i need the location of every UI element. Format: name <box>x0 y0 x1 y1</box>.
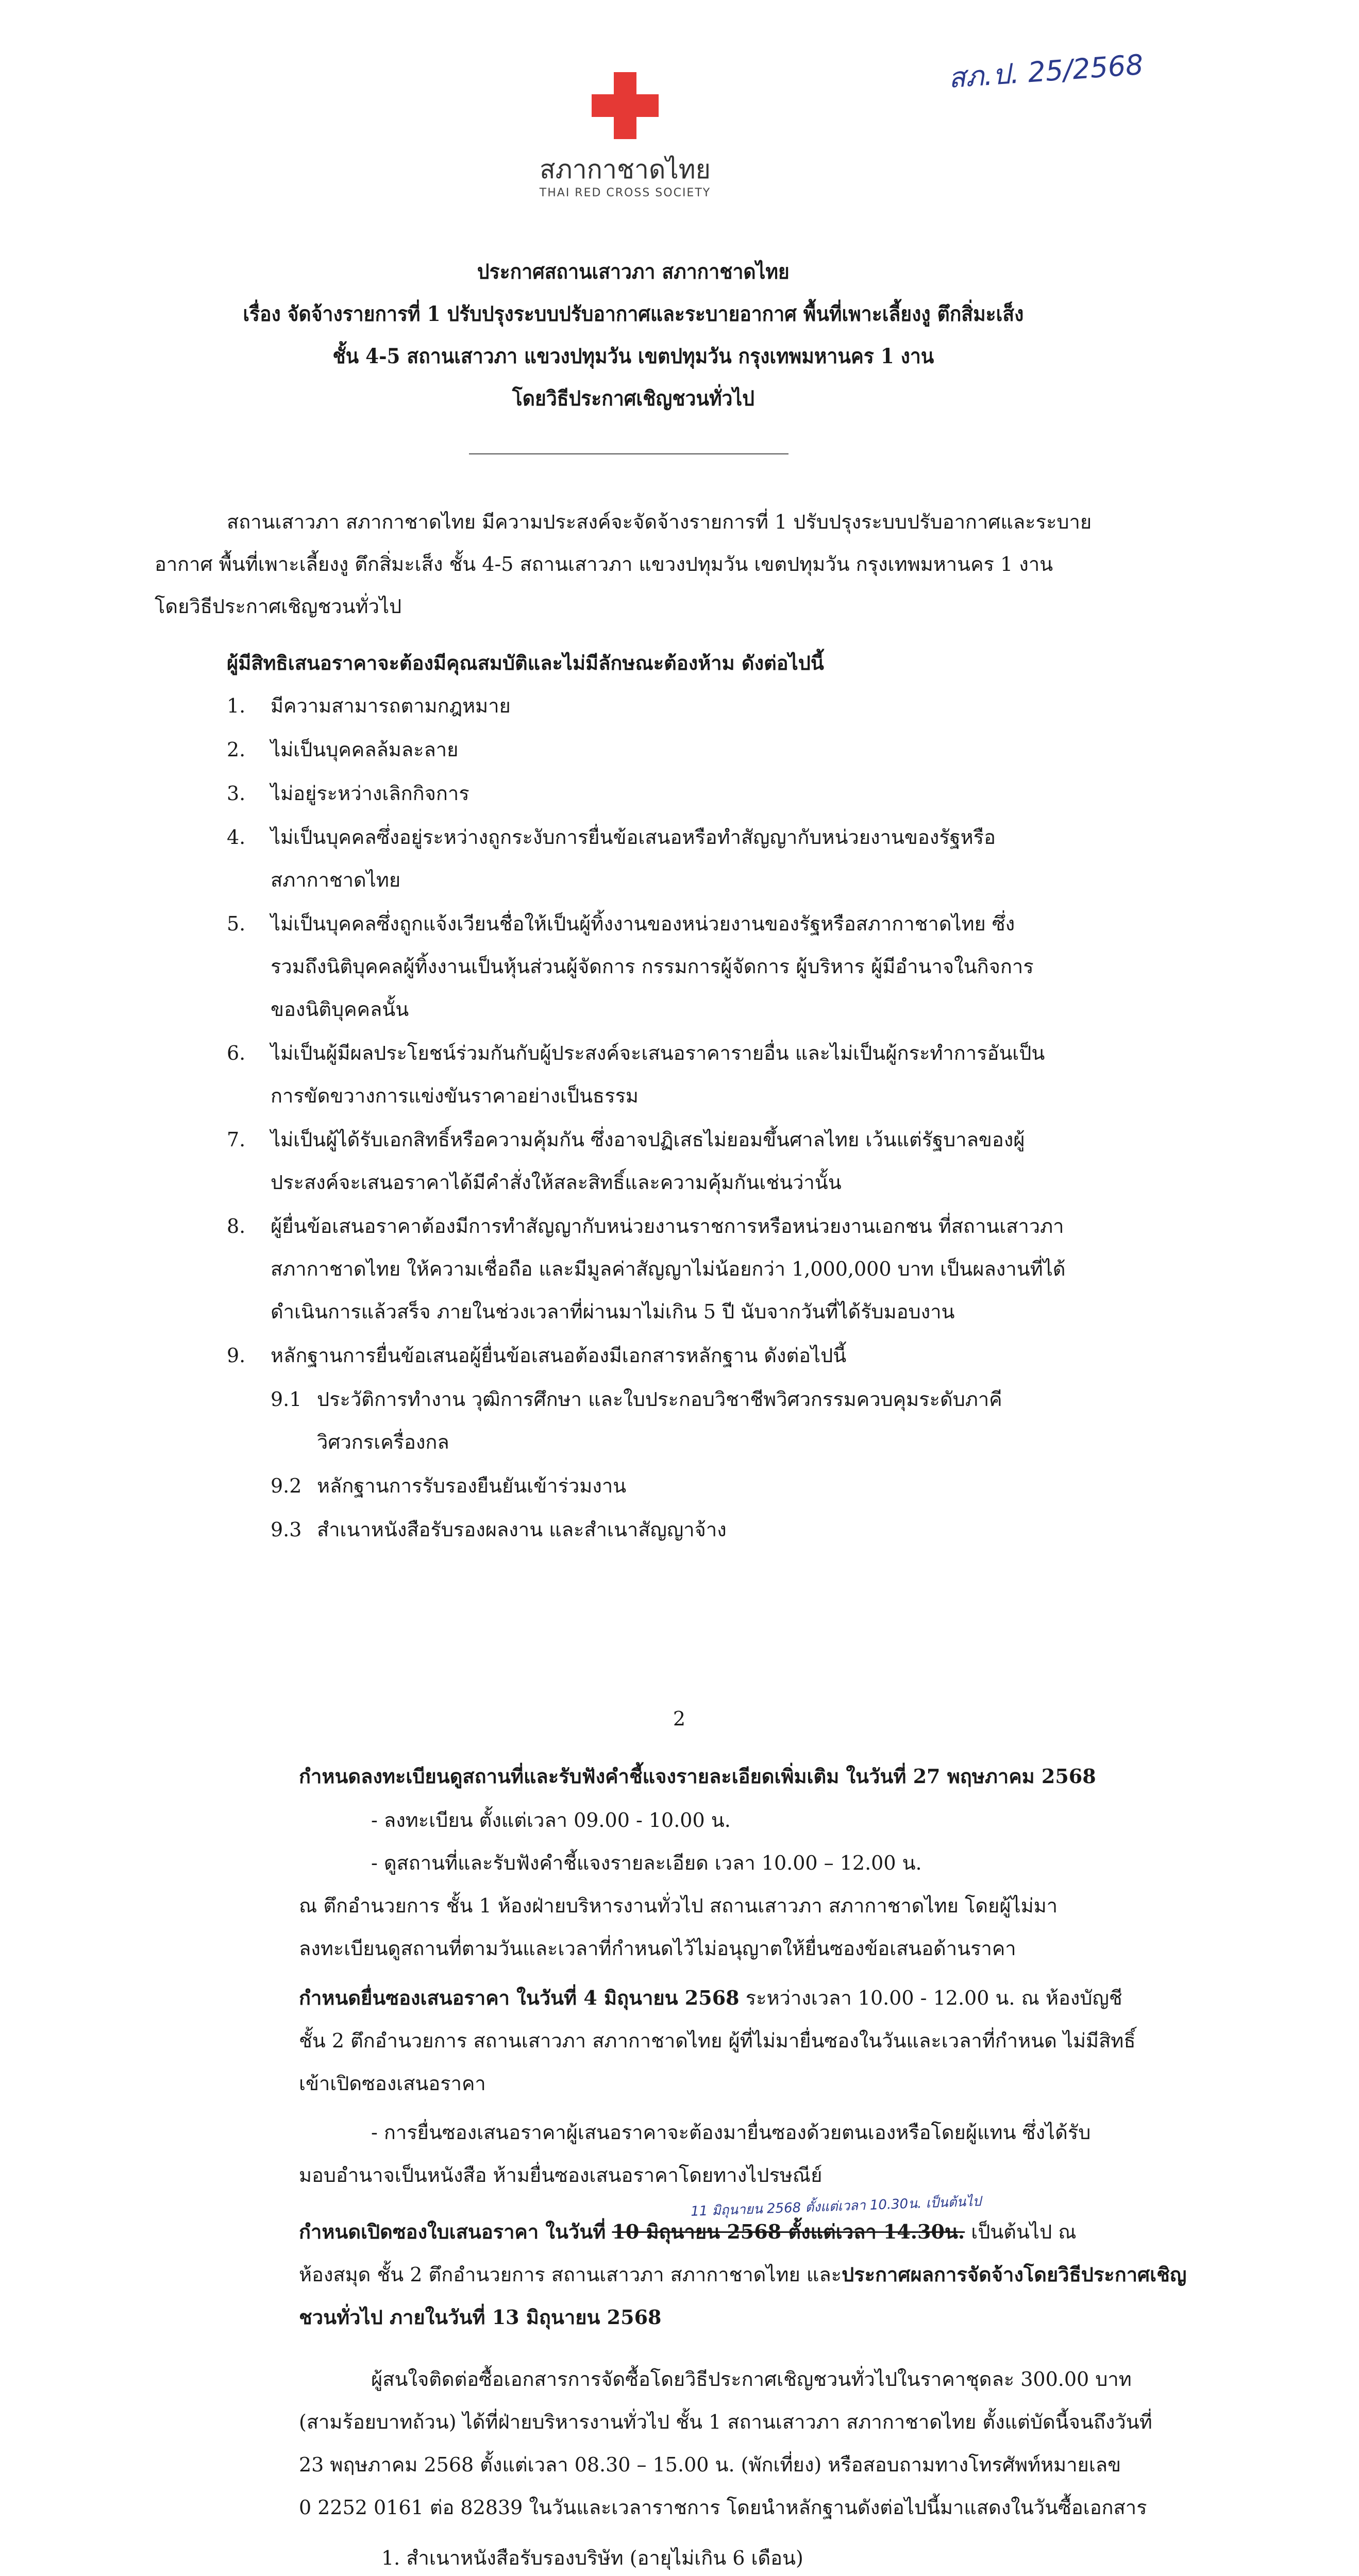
header-line-1: ประกาศสถานเสาวภา สภากาชาดไทย <box>477 260 790 284</box>
qualifications-title: ผู้มีสิทธิเสนอราคาจะต้องมีคุณสมบัติและไม่มีลักษณะต้องห้าม ดังต่อไปนี้ <box>227 651 824 674</box>
qualification-text: สภากาชาดไทย <box>271 869 401 891</box>
qualification-number: 7. <box>227 1128 246 1151</box>
sub-item-number: 9.2 <box>271 1475 302 1497</box>
logo-name-thai: สภากาชาดไทย <box>540 155 711 184</box>
qualification-text: สภากาชาดไทย ให้ความเชื่อถือ และมีมูลค่าสัญญาไม่น้อยกว่า 1,000,000 บาท เป็นผลงานที่ได้ <box>271 1258 1066 1280</box>
qualification-text: ของนิติบุคคลนั้น <box>271 998 409 1021</box>
site-visit-title: กำหนดลงทะเบียนดูสถานที่และรับฟังคำชี้แจงรายละเอียดเพิ่มเติม ในวันที่ 27 พฤษภาคม 2568 <box>299 1765 1096 1788</box>
qualification-number: 2. <box>227 738 246 761</box>
page-number: 2 <box>673 1707 686 1730</box>
qualification-number: 6. <box>227 1042 246 1064</box>
submission-line-3: เข้าเปิดซองเสนอราคา <box>299 2072 486 2095</box>
submission-note-1: - การยื่นซองเสนอราคาผู้เสนอราคาจะต้องมายื่นซองด้วยตนเองหรือโดยผู้แทน ซึ่งได้รับ <box>371 2121 1091 2144</box>
header-divider <box>469 453 788 454</box>
opening-result-announce: ประกาศผลการจัดจ้างโดยวิธีประกาศเชิญ <box>842 2263 1187 2286</box>
qualification-number: 9. <box>227 1344 246 1367</box>
purchase-line-4: 0 2252 0161 ต่อ 82839 ในวันและเวลาราชการ โดยนำหลักฐานดังต่อไปนี้มาแสดงในวันซื้อเอกสาร <box>299 2496 1147 2519</box>
submission-time: ระหว่างเวลา 10.00 - 12.00 น. ณ ห้องบัญชี <box>745 1987 1122 2009</box>
handwritten-doc-reference: สภ.ป. 25/2568 <box>947 48 1145 95</box>
qualification-text: ผู้ยื่นข้อเสนอราคาต้องมีการทำสัญญากับหน่วยงานราชการหรือหน่วยงานเอกชน ที่สถานเสาวภา <box>271 1215 1064 1238</box>
purchase-line-1: ผู้สนใจติดต่อซื้อเอกสารการจัดซื้อโดยวิธีประกาศเชิญชวนทั่วไปในราคาชุดละ 300.00 บาท <box>371 2368 1132 2391</box>
qualification-number: 8. <box>227 1215 246 1238</box>
qualification-text: ดำเนินการแล้วสร็จ ภายในช่วงเวลาที่ผ่านมาไม่เกิน 5 ปี นับจากวันที่ได้รับมอบงาน <box>271 1300 955 1323</box>
qualification-text: มีความสามารถตามกฎหมาย <box>271 694 511 717</box>
submission-line-2: ชั้น 2 ตึกอำนวยการ สถานเสาวภา สภากาชาดไทย ผู้ที่ไม่มายื่นซองในวันและเวลาที่กำหนด ไม่มีสิทธิ์ <box>299 2029 1136 2052</box>
qualification-text: ไม่เป็นผู้ได้รับเอกสิทธิ์หรือความคุ้มกัน ซึ่งอาจปฏิเสธไม่ยอมขึ้นศาลไทย เว้นแต่รัฐบาลของผู้ <box>271 1128 1025 1151</box>
qualification-number: 5. <box>227 912 246 935</box>
opening-title: กำหนดเปิดซองใบเสนอราคา ในวันที่ <box>299 2220 606 2243</box>
submission-title: กำหนดยื่นซองเสนอราคา ในวันที่ 4 มิถุนายน 2568 <box>299 1986 740 2009</box>
qualification-text: ประสงค์จะเสนอราคาได้มีคำสั่งให้สละสิทธิ์และความคุ้มกันเช่นว่านั้น <box>271 1171 842 1194</box>
opening-line-2 <box>299 2260 1186 2289</box>
site-visit-bullet-2: - ดูสถานที่และรับฟังคำชี้แจงรายละเอียด เวลา 10.00 – 12.00 น. <box>371 1852 922 1874</box>
sub-item-text: ประวัติการทำงาน วุฒิการศึกษา และใบประกอบวิชาชีพวิศวกรรมควบคุมระดับภาคี <box>317 1388 1002 1411</box>
opening-line-1 <box>299 2217 1077 2246</box>
qualification-text: ไม่เป็นบุคคลซึ่งอยู่ระหว่างถูกระงับการยื่นข้อเสนอหรือทำสัญญากับหน่วยงานของรัฐหรือ <box>271 826 996 849</box>
purchase-line-3: 23 พฤษภาคม 2568 ตั้งแต่เวลา 08.30 – 15.00 น. (พักเที่ยง) หรือสอบถามทางโทรศัพท์หมายเลข <box>299 2453 1121 2476</box>
intro-line-1: สถานเสาวภา สภากาชาดไทย มีความประสงค์จะจัดจ้างรายการที่ 1 ปรับปรุงระบบปรับอากาศและระบาย <box>227 511 1092 533</box>
qualification-text: รวมถึงนิติบุคคลผู้ทิ้งงานเป็นหุ้นส่วนผู้จัดการ กรรมการผู้จัดการ ผู้บริหาร ผู้มีอำนาจในกิจการ <box>271 955 1034 978</box>
qualification-text: ไม่เป็นผู้มีผลประโยชน์ร่วมกันกับผู้ประสงค์จะเสนอราคารายอื่น และไม่เป็นผู้กระทำการอันเป็น <box>271 1042 1045 1064</box>
header-line-4: โดยวิธีประกาศเชิญชวนทั่วไป <box>512 386 754 411</box>
site-visit-para-line-2: ลงทะเบียนดูสถานที่ตามวันและเวลาที่กำหนดไว้ไม่อนุญาตให้ยื่นซองข้อเสนอด้านราคา <box>299 1937 1016 1960</box>
header-line-3: ชั้น 4-5 สถานเสาวภา แขวงปทุมวัน เขตปทุมวัน กรุงเทพมหานคร 1 งาน <box>332 344 934 368</box>
submission-note-2: มอบอำนาจเป็นหนังสือ ห้ามยื่นซองเสนอราคาโดยทางไปรษณีย์ <box>299 2164 823 2187</box>
logo-name-english: THAI RED CROSS SOCIETY <box>539 187 711 199</box>
intro-line-3: โดยวิธีประกาศเชิญชวนทั่วไป <box>155 595 402 618</box>
red-cross-logo-icon <box>592 72 659 141</box>
qualification-number: 1. <box>227 694 246 717</box>
intro-line-2: อากาศ พื้นที่เพาะเลี้ยงงู ตึกสิ่มะเส็ง ชั้น 4-5 สถานเสาวภา แขวงปทุมวัน เขตปทุมวัน กรุงเทพมหานคร 1 งาน <box>155 553 1053 575</box>
submission-line-1 <box>299 1984 1122 2012</box>
sub-item-text: หลักฐานการรับรองยืนยันเข้าร่วมงาน <box>317 1475 627 1497</box>
purchase-line-2: (สามร้อยบาทถ้วน) ได้ที่ฝ่ายบริหารงานทั่วไป ชั้น 1 สถานเสาวภา สภากาชาดไทย ตั้งแต่บัดนี้จนถึงวันที่ <box>299 2411 1152 2433</box>
header-line-2: เรื่อง จัดจ้างรายการที่ 1 ปรับปรุงระบบปรับอากาศและระบายอากาศ พื้นที่เพาะเลี้ยงงู ตึกสิ่มะเส็ง <box>243 302 1024 326</box>
qualification-text: การขัดขวางการแข่งขันราคาอย่างเป็นธรรม <box>271 1084 639 1107</box>
handwritten-date-correction: 11 มิถุนายน 2568 ตั้งแต่เวลา 10.30น. เป็นต้นไป <box>690 2194 982 2219</box>
sub-item-text: วิศวกรเครื่องกล <box>317 1431 449 1453</box>
opening-struck-date: 10 มิถุนายน 2568 ตั้งแต่เวลา 14.30น. <box>612 2220 965 2243</box>
qualification-text: ไม่อยู่ระหว่างเลิกกิจการ <box>271 782 469 805</box>
qualification-number: 3. <box>227 782 246 805</box>
site-visit-bullet-1: - ลงทะเบียน ตั้งแต่เวลา 09.00 - 10.00 น. <box>371 1809 731 1832</box>
document-item: 1. สำเนาหนังสือรับรองบริษัท (อายุไม่เกิน 6 เดือน) <box>381 2547 803 2569</box>
qualification-text: ไม่เป็นบุคคลซึ่งถูกแจ้งเวียนชื่อให้เป็นผู้ทิ้งงานของหน่วยงานของรัฐหรือสภากาชาดไทย ซึ่ง <box>271 912 1015 935</box>
sub-item-text: สำเนาหนังสือรับรองผลงาน และสำเนาสัญญาจ้าง <box>317 1518 727 1541</box>
opening-venue: ห้องสมุด ชั้น 2 ตึกอำนวยการ สถานเสาวภา สภากาชาดไทย และ <box>299 2263 842 2286</box>
opening-line-3: ชวนทั่วไป ภายในวันที่ 13 มิถุนายน 2568 <box>299 2306 662 2329</box>
sub-item-number: 9.1 <box>271 1388 302 1411</box>
opening-rest: เป็นต้นไป ณ <box>971 2221 1077 2243</box>
sub-item-number: 9.3 <box>271 1518 302 1541</box>
qualification-number: 4. <box>227 826 246 849</box>
qualification-text: หลักฐานการยื่นข้อเสนอผู้ยื่นข้อเสนอต้องมีเอกสารหลักฐาน ดังต่อไปนี้ <box>271 1344 847 1367</box>
qualification-text: ไม่เป็นบุคคลล้มละลาย <box>271 738 459 761</box>
site-visit-para-line-1: ณ ตึกอำนวยการ ชั้น 1 ห้องฝ่ายบริหารงานทั่วไป สถานเสาวภา สภากาชาดไทย โดยผู้ไม่มา <box>299 1894 1058 1917</box>
